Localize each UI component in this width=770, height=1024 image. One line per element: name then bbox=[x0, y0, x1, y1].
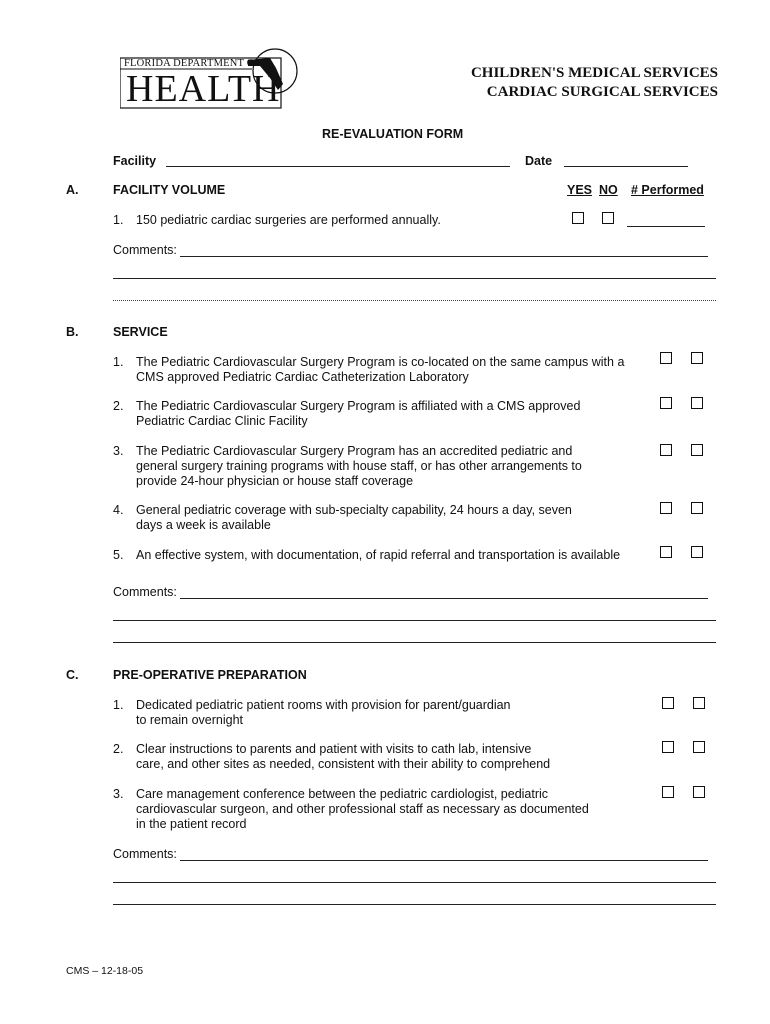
section-a-title: FACILITY VOLUME bbox=[113, 183, 226, 197]
c-item-2-no-checkbox[interactable] bbox=[693, 741, 705, 753]
logo-line2: HEALTH bbox=[126, 68, 281, 110]
page-title-2: CARDIAC SURGICAL SERVICES bbox=[486, 84, 718, 100]
a-item-1-no-checkbox[interactable] bbox=[602, 212, 614, 224]
b-item-2-line2: Pediatric Cardiac Clinic Facility bbox=[136, 414, 308, 428]
section-b-title: SERVICE bbox=[113, 325, 168, 339]
b-item-3-line1: The Pediatric Cardiovascular Surgery Program has an accredited pediatric and bbox=[136, 444, 573, 458]
b-item-5-line1: An effective system, with documentation, of rapid referral and transportation is available bbox=[136, 548, 621, 562]
b-item-1-line1: The Pediatric Cardiovascular Surgery Program is co-located on the same campus with a bbox=[136, 355, 625, 369]
c-item-3-no-checkbox[interactable] bbox=[693, 786, 705, 798]
section-a-letter: A. bbox=[66, 183, 79, 197]
b-comments-line-3[interactable] bbox=[113, 642, 716, 643]
b-item-4-num: 4. bbox=[113, 503, 124, 517]
a-item-1-performed-field[interactable] bbox=[627, 226, 705, 227]
c-item-3-num: 3. bbox=[113, 787, 124, 801]
b-item-5-no-checkbox[interactable] bbox=[691, 546, 703, 558]
c-item-1-line2: to remain overnight bbox=[136, 713, 244, 727]
a-item-1-yes-checkbox[interactable] bbox=[572, 212, 584, 224]
date-label: Date bbox=[525, 154, 553, 168]
b-item-1-line2: CMS approved Pediatric Cardiac Catheterization Laboratory bbox=[136, 370, 469, 384]
c-comments-label: Comments: bbox=[113, 847, 177, 861]
b-comments-label: Comments: bbox=[113, 585, 177, 599]
florida-health-logo bbox=[124, 58, 284, 108]
c-item-2-num: 2. bbox=[113, 742, 124, 756]
c-item-2-line1: Clear instructions to parents and patient with visits to cath lab, intensive bbox=[136, 742, 532, 756]
a-comments-label: Comments: bbox=[113, 243, 177, 257]
b-item-3-line2: general surgery training programs with house staff, or has other arrangements to bbox=[136, 459, 582, 473]
b-comments-line-2[interactable] bbox=[113, 620, 716, 621]
no-column-header: NO bbox=[599, 183, 618, 197]
facility-label: Facility bbox=[113, 154, 157, 168]
c-comments-line-2[interactable] bbox=[113, 882, 716, 883]
c-comments-line-1[interactable] bbox=[180, 860, 708, 861]
c-item-3-line1: Care management conference between the pediatric cardiologist, pediatric bbox=[136, 787, 549, 801]
b-item-5-num: 5. bbox=[113, 548, 124, 562]
yes-column-header: YES bbox=[567, 183, 593, 197]
logo-line1: FLORIDA DEPARTMENT OF bbox=[124, 58, 261, 69]
section-c-title: PRE-OPERATIVE PREPARATION bbox=[113, 668, 307, 682]
b-item-1-no-checkbox[interactable] bbox=[691, 352, 703, 364]
b-item-2-no-checkbox[interactable] bbox=[691, 397, 703, 409]
b-item-3-line3: provide 24-hour physician or house staff coverage bbox=[136, 474, 414, 488]
b-item-4-yes-checkbox[interactable] bbox=[660, 502, 672, 514]
c-item-3-line2: cardiovascular surgeon, and other professional staff as necessary as documented bbox=[136, 802, 589, 816]
b-item-1-yes-checkbox[interactable] bbox=[660, 352, 672, 364]
a-comments-line-2[interactable] bbox=[113, 278, 716, 279]
c-item-3-yes-checkbox[interactable] bbox=[662, 786, 674, 798]
c-item-1-no-checkbox[interactable] bbox=[693, 697, 705, 709]
b-item-2-line1: The Pediatric Cardiovascular Surgery Program is affiliated with a CMS approved bbox=[136, 399, 581, 413]
b-item-2-num: 2. bbox=[113, 399, 124, 413]
b-comments-line-1[interactable] bbox=[180, 598, 708, 599]
c-comments-line-3[interactable] bbox=[113, 904, 716, 905]
b-item-2-yes-checkbox[interactable] bbox=[660, 397, 672, 409]
b-item-4-line1: General pediatric coverage with sub-specialty capability, 24 hours a day, seven bbox=[136, 503, 572, 517]
b-item-3-no-checkbox[interactable] bbox=[691, 444, 703, 456]
a-item-1-text: 150 pediatric cardiac surgeries are performed annually. bbox=[136, 213, 441, 227]
b-item-4-line2: days a week is available bbox=[136, 518, 271, 532]
a-item-1-num: 1. bbox=[113, 213, 124, 227]
c-item-2-line2: care, and other sites as needed, consistent with their ability to comprehend bbox=[136, 757, 551, 771]
b-item-5-yes-checkbox[interactable] bbox=[660, 546, 672, 558]
section-b-letter: B. bbox=[66, 325, 79, 339]
c-item-1-num: 1. bbox=[113, 698, 124, 712]
c-item-2-yes-checkbox[interactable] bbox=[662, 741, 674, 753]
c-item-3-line3: in the patient record bbox=[136, 817, 247, 831]
page-title-1: CHILDREN'S MEDICAL SERVICES bbox=[470, 65, 718, 81]
facility-field[interactable] bbox=[166, 166, 510, 167]
date-field[interactable] bbox=[564, 166, 688, 167]
c-item-1-line1: Dedicated pediatric patient rooms with provision for parent/guardian bbox=[136, 698, 511, 712]
b-item-4-no-checkbox[interactable] bbox=[691, 502, 703, 514]
a-comments-line-3[interactable] bbox=[113, 300, 716, 301]
c-item-1-yes-checkbox[interactable] bbox=[662, 697, 674, 709]
b-item-3-yes-checkbox[interactable] bbox=[660, 444, 672, 456]
form-code: CMS – 12-18-05 bbox=[66, 965, 144, 977]
a-comments-line-1[interactable] bbox=[180, 256, 708, 257]
form-title: RE-EVALUATION FORM bbox=[322, 127, 464, 141]
section-c-letter: C. bbox=[66, 668, 79, 682]
b-item-1-num: 1. bbox=[113, 355, 124, 369]
b-item-3-num: 3. bbox=[113, 444, 124, 458]
performed-column-header: # Performed bbox=[631, 183, 704, 197]
